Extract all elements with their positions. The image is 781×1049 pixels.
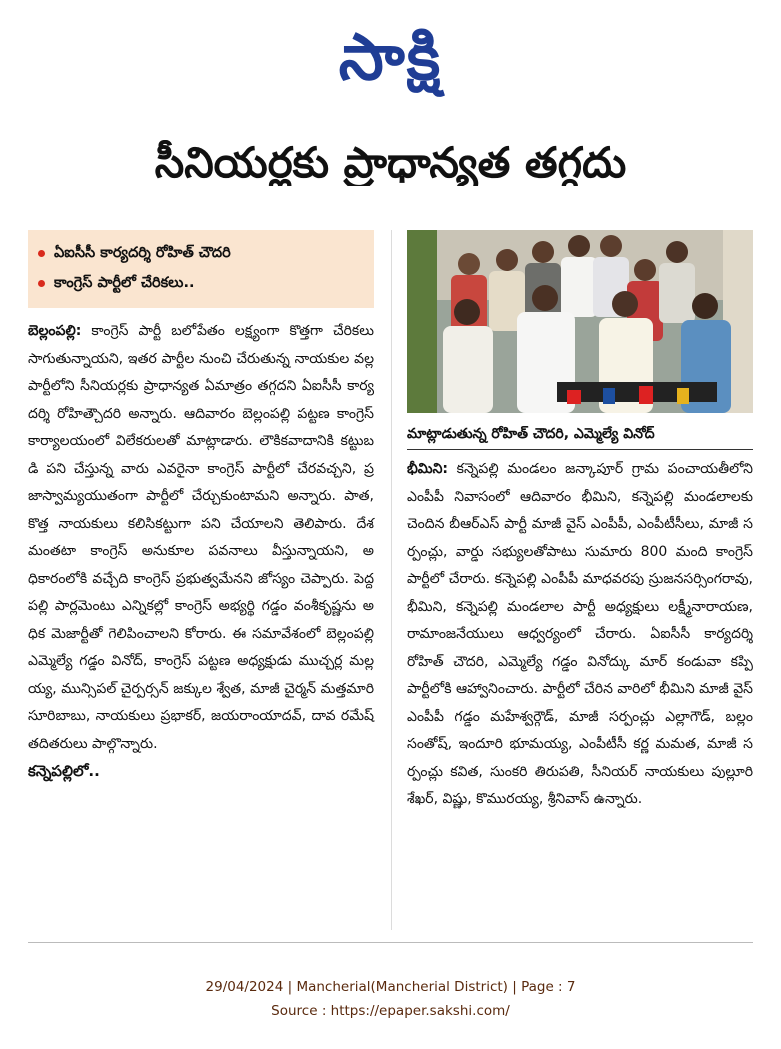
caption-rule <box>407 449 753 450</box>
press-conference-photo <box>407 230 753 413</box>
highlight-item <box>38 268 364 298</box>
left-article <box>28 318 374 785</box>
highlight-item <box>38 238 364 268</box>
photo-caption: మాట్లాడుతున్న రోహిత్ చౌదరి, ఎమ్మెల్యే వినోద్ <box>407 426 655 442</box>
right-article-body <box>407 456 753 814</box>
right-article <box>407 456 753 814</box>
dateline: బెల్లంపల్లి: <box>28 323 82 339</box>
photo-illustration <box>407 230 753 413</box>
highlight-text: కాంగ్రెస్ పార్టీలో చేరికలు.. <box>54 275 195 291</box>
masthead <box>0 14 781 102</box>
bullet-icon <box>38 280 45 287</box>
highlights-box <box>28 230 374 308</box>
footer-rule <box>28 942 753 943</box>
sakshi-logo: సాక్షి <box>338 21 443 95</box>
headline: సీనియర్లకు ప్రాధాన్యత తగ్గదు <box>154 140 627 187</box>
article-text: కన్నెపల్లి మండలం జన్కాపూర్ గ్రామ పంచాయతీలోని ఎంపీపీ నివాసంలో ఆదివారం భీమిని, కన్నెపల్లి మండలాలకు చెందిన బీఆర్ఎస్ పార్టీ మాజీ వైస్ ఎంపీపీ, ఎంపీటీసీలు, మాజీ సర్పంచ్లు, వార్డు సభ్యులతోపాటు సుమారు 800 మంది కాంగ్రెస్ పార్టీలో చేరారు. కన్నెపల్లి ఎంపీపీ మాధవరపు స్రుజనసర్సింగరావు, భీమిని, కన్నెపల్లి మండలాల పార్టీ అధ్యక్షులు లక్ష్మీనారాయణ, రామాంజనేయులు ఆధ్వర్యంలో చేరారు. ఏఐసీసీ కార్యదర్శి రోహిత్ చౌదరి, ఎమ్మెల్యే గడ్డం వినోద్కు మార్ కండువా కప్పి పార్టీలోకి ఆహ్వానించారు. పార్టీలో చేరిన వారిలో భీమిని మాజీ వైస్ ఎంపీపీ గడ్డం మహేశ్వర్గౌడ్, మాజీ సర్పంచ్లు ఎల్లాగౌడ్, బల్లం సంతోష్, ఇందూరి భూమయ్య, ఎంపీటీసీ కర్ణ మమత, మాజీ సర్పంచ్లు కవిత, సుంకరి తిరుపతి, సీనియర్ నాయకులు పుల్లూరి శేఖర్, విష్ణు, కొమురయ్య, శ్రీనివాస్ ఉన్నారు. <box>407 461 753 807</box>
dateline: భీమిని: <box>407 461 449 477</box>
article-text: కాంగ్రెస్ పార్టీ బలోపేతం లక్ష్యంగా కొత్తగా చేరికలు సాగుతున్నాయని, ఇతర పార్టీల నుంచి చేరుతున్న నాయకుల వల్ల పార్టీలోని సీనియర్లకు ప్రాధాన్యత ఏమాత్రం తగ్గదని ఏఐసీసీ కార్యదర్శి రోహిత్చౌదరి అన్నారు. ఆదివారం బెల్లంపల్లి పట్టణ కాంగ్రెస్ కార్యాలయంలో విలేకరులతో మాట్లాడారు. లౌకికవాదానికి కట్టుబడి పని చేస్తున్న వారు ఎవరైనా కాంగ్రెస్ పార్టీలో చేరవచ్చని, ప్రజాస్వామ్యయుతంగా పార్టీలో చేర్చుకుంటామని అన్నారు. పాత, కొత్త నాయకులు కలిసికట్టుగా పని చేయాలని తెలిపారు. దేశమంతటా కాంగ్రెస్ అనుకూల పవనాలు వీస్తున్నాయని, అధికారంలోకి వచ్చేది కాంగ్రెస్ ప్రభుత్వమేనని జోస్యం చెప్పారు. పెద్దపల్లి పార్లమెంటు ఎన్నికల్లో కాంగ్రెస్ అభ్యర్థి గడ్డం వంశీకృష్ణను అధిక మెజార్టీతో గెలిపించాలని కోరారు. ఈ సమావేశంలో బెల్లంపల్లి ఎమ్మెల్యే గడ్డం వినోద్, కాంగ్రెస్ పట్టణ అధ్యక్షుడు ముచ్చర్ల మల్లయ్య, మున్సిపల్ చైర్పర్సన్ జక్కుల శ్వేత, మాజీ చైర్మన్ మత్తమారి సూరిబాబు, నాయకులు ప్రభాకర్, జయరాంయాదవ్, దావ రమేష్ తదితరులు పాల్గొన్నారు. <box>28 323 375 752</box>
footer-date-line: 29/04/2024 | Mancherial(Mancherial District) | Page : 7 <box>205 979 576 995</box>
subheading: కన్నెపల్లిలో.. <box>28 762 100 780</box>
left-article-body <box>28 318 374 758</box>
highlight-text: ఏఐసీసీ కార్యదర్శి రోహిత్ చౌదరి <box>54 245 231 261</box>
footer <box>0 975 781 1023</box>
column-divider <box>391 230 392 930</box>
footer-source-line: Source : https://epaper.sakshi.com/ <box>271 1003 510 1019</box>
bullet-icon <box>38 250 45 257</box>
